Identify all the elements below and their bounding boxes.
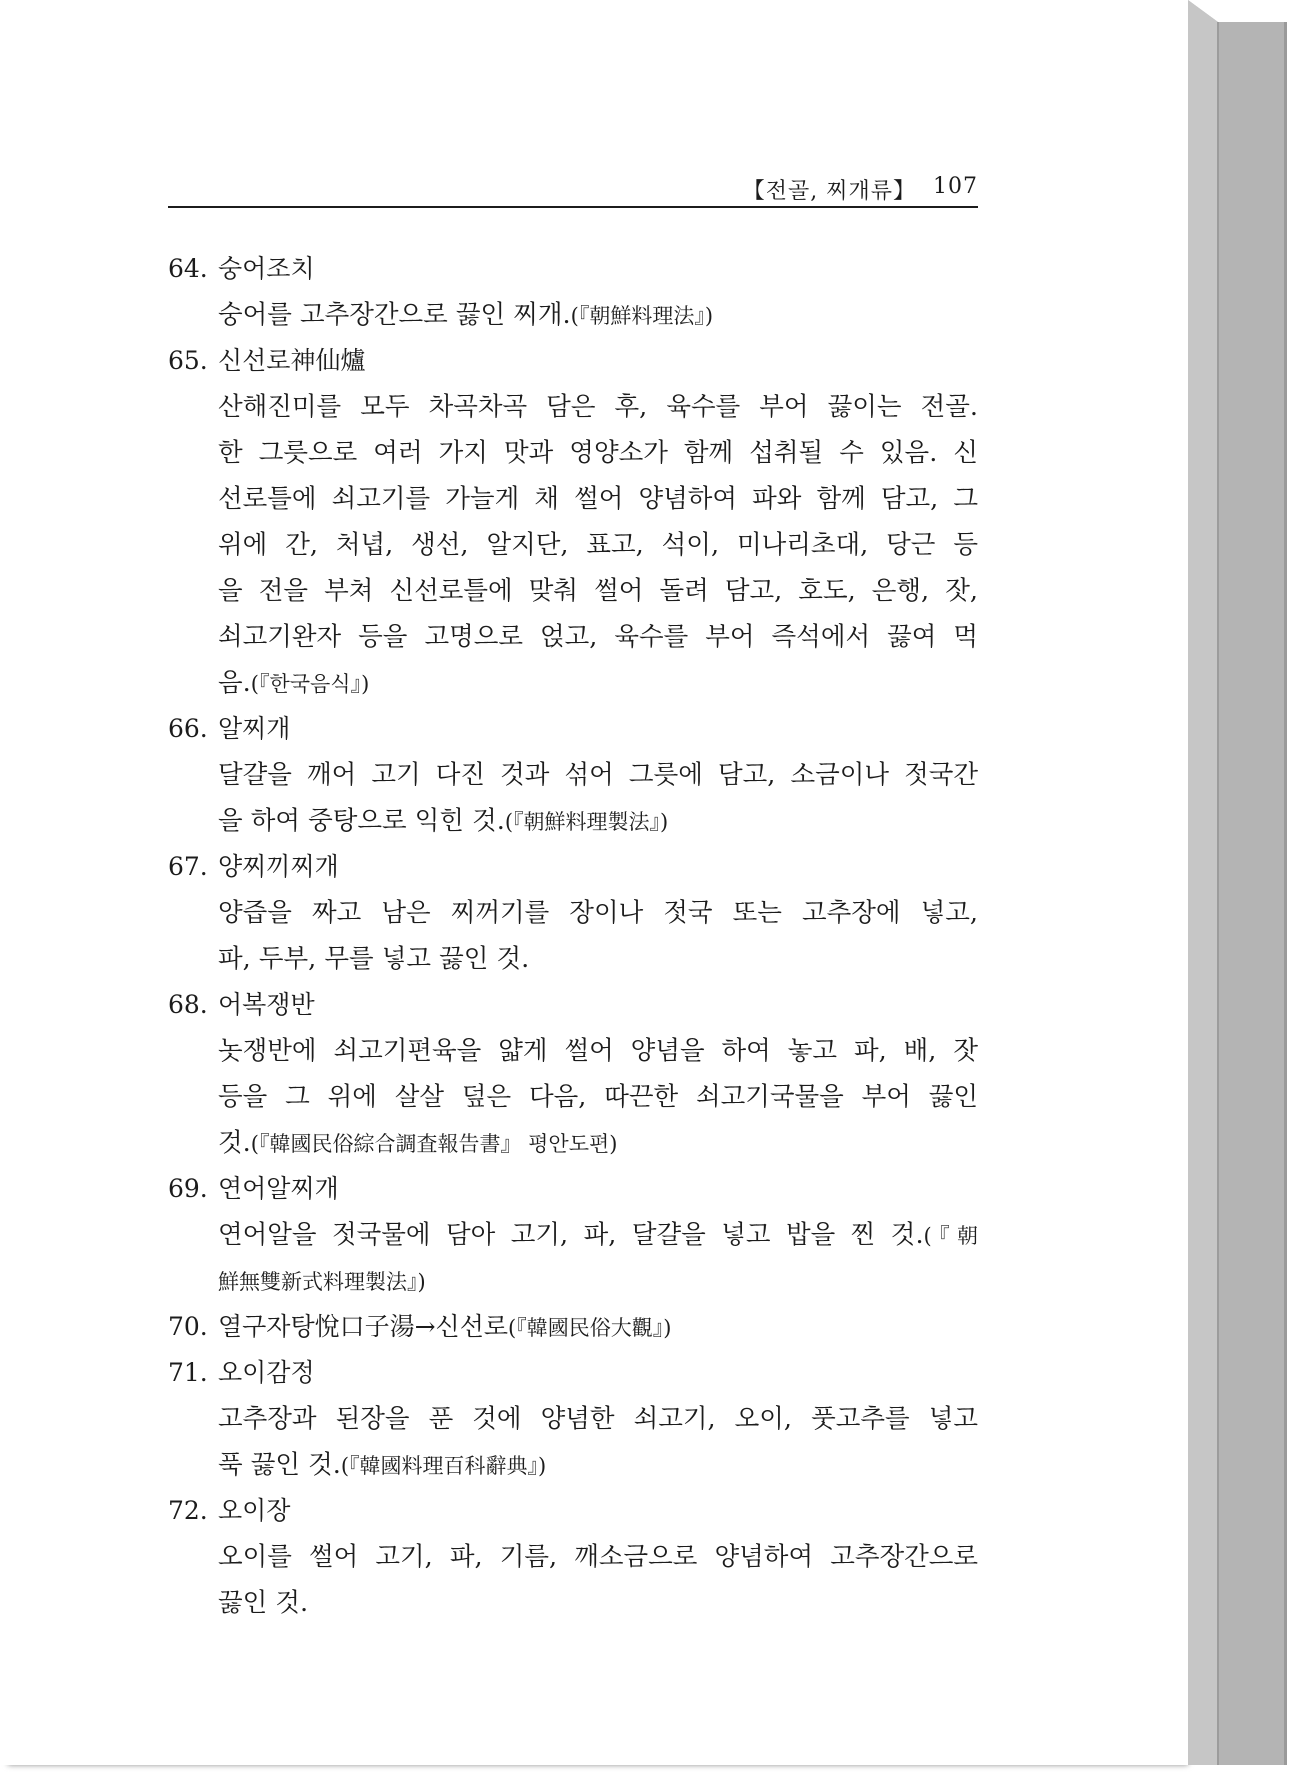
- entry-definition-line: [168, 568, 978, 614]
- definition-text: 연어알을 젓국물에 담아 고기, 파, 달걀을 넣고 밥을 찐 것.: [218, 1220, 924, 1250]
- glossary-entry: [168, 706, 978, 844]
- definition-text: 을 전을 부쳐 신선로틀에 맞춰 썰어 돌려 담고, 호도, 은행, 잣,: [218, 576, 978, 606]
- definition-text: 고추장과 된장을 푼 것에 양념한 쇠고기, 오이, 풋고추를 넣고: [218, 1404, 978, 1434]
- definition-text: 오이를 썰어 고기, 파, 기름, 깨소금으로 양념하여 고추장간으로: [218, 1542, 978, 1572]
- entry-definition-line: [168, 936, 978, 982]
- entry-number: 69.: [168, 1174, 208, 1203]
- entry-title: 숭어조치: [218, 254, 315, 283]
- definition-text: 양즙을 짜고 남은 찌꺼기를 장이나 젓국 또는 고추장에 넣고,: [218, 898, 978, 928]
- glossary-entry: [168, 844, 978, 982]
- glossary-entry: [168, 246, 978, 338]
- entry-heading: [168, 1166, 978, 1212]
- entry-title: 연어알찌개: [218, 1174, 339, 1203]
- entry-heading: [168, 706, 978, 752]
- source-citation: (『朝: [923, 1224, 978, 1248]
- definition-text: 한 그릇으로 여러 가지 맛과 영양소가 함께 섭취될 수 있음. 신: [218, 438, 978, 468]
- entry-heading: [168, 1304, 978, 1350]
- entry-definition-line: [168, 1442, 978, 1488]
- source-citation: (『朝鮮料理製法』): [504, 810, 669, 834]
- entry-definition-line: [168, 798, 978, 844]
- glossary-entry: [168, 1166, 978, 1304]
- entry-title: 신선로神仙爐: [218, 346, 366, 375]
- entry-definition-line: [168, 430, 978, 476]
- entry-title: 양찌끼찌개: [218, 852, 339, 881]
- entry-definition-line: [168, 522, 978, 568]
- entry-number: 64.: [168, 254, 208, 283]
- book-edge: [1188, 0, 1287, 1765]
- glossary-entry: [168, 1350, 978, 1488]
- page-header: [168, 168, 978, 208]
- entry-definition-line: [168, 1212, 978, 1258]
- entry-heading: [168, 844, 978, 890]
- glossary-entry: [168, 1304, 978, 1350]
- entry-heading: [168, 982, 978, 1028]
- entry-definition-line: [168, 890, 978, 936]
- entry-title: 오이장: [218, 1496, 291, 1525]
- definition-text: 파, 두부, 무를 넣고 끓인 것.: [218, 944, 530, 974]
- entry-heading: [168, 338, 978, 384]
- entry-title: 오이감정: [218, 1358, 315, 1387]
- source-citation: (『한국음식』): [250, 672, 370, 696]
- definition-text: 놋쟁반에 쇠고기편육을 얇게 썰어 양념을 하여 놓고 파, 배, 잣: [218, 1036, 978, 1066]
- entry-definition-line: [168, 752, 978, 798]
- book-edge-graphic: [1188, 0, 1287, 1765]
- entry-heading: [168, 246, 978, 292]
- entry-definition-line: [168, 1028, 978, 1074]
- glossary-entries: [168, 246, 978, 1626]
- entry-number: 66.: [168, 714, 208, 743]
- entry-definition-line: [168, 1534, 978, 1580]
- definition-text: 것.: [218, 1128, 251, 1158]
- definition-text: 을 하여 중탕으로 익힌 것.: [218, 806, 505, 836]
- source-citation: 鮮無雙新式料理製法』): [218, 1270, 426, 1294]
- definition-text: 선로틀에 쇠고기를 가늘게 채 썰어 양념하여 파와 함께 담고, 그: [218, 484, 978, 514]
- entry-number: 65.: [168, 346, 208, 375]
- header-rule: [168, 206, 978, 208]
- entry-heading: [168, 1350, 978, 1396]
- glossary-entry: [168, 338, 978, 706]
- entry-heading: [168, 1488, 978, 1534]
- entry-title: 알찌개: [218, 714, 291, 743]
- glossary-entry: [168, 982, 978, 1166]
- entry-number: 71.: [168, 1358, 208, 1387]
- definition-text: 푹 끓인 것.: [218, 1450, 341, 1480]
- entry-definition-line: [168, 614, 978, 660]
- definition-text: 달걀을 깨어 고기 다진 것과 섞어 그릇에 담고, 소금이나 젓국간: [218, 760, 978, 790]
- source-citation: (『朝鮮料理法』): [570, 304, 714, 328]
- entry-definition-line: [168, 1120, 978, 1166]
- definition-text: 등을 그 위에 살살 덮은 다음, 따끈한 쇠고기국물을 부어 끓인: [218, 1082, 978, 1112]
- definition-text: 음.: [218, 668, 251, 698]
- source-citation: (『韓國料理百科辭典』): [340, 1454, 547, 1478]
- entry-source-citation: (『韓國民俗大觀』): [508, 1316, 672, 1340]
- entry-definition-line: [168, 292, 978, 338]
- entry-definition-line: [168, 1074, 978, 1120]
- entry-number: 72.: [168, 1496, 208, 1525]
- entry-definition-line: [168, 1396, 978, 1442]
- entry-number: 67.: [168, 852, 208, 881]
- entry-title: 열구자탕悅口子湯→신선로: [218, 1312, 508, 1341]
- entry-definition-line: [168, 384, 978, 430]
- definition-text: 쇠고기완자 등을 고명으로 얹고, 육수를 부어 즉석에서 끓여 먹: [218, 622, 978, 652]
- glossary-entry: [168, 1488, 978, 1626]
- entry-number: 68.: [168, 990, 208, 1019]
- page-number: 107: [933, 174, 978, 199]
- entry-number: 70.: [168, 1312, 208, 1341]
- running-head: 【전골, 찌개류】: [742, 179, 916, 204]
- entry-definition-line: [168, 1258, 978, 1304]
- entry-definition-line: [168, 1580, 978, 1626]
- entry-definition-line: [168, 660, 978, 706]
- source-citation: (『韓國民俗綜合調査報告書』 평안도편): [250, 1132, 618, 1156]
- definition-text: 위에 간, 처녑, 생선, 알지단, 표고, 석이, 미나리초대, 당근 등: [218, 530, 978, 560]
- definition-text: 끓인 것.: [218, 1588, 309, 1618]
- definition-text: 산해진미를 모두 차곡차곡 담은 후, 육수를 부어 끓이는 전골.: [218, 392, 978, 422]
- entry-title: 어복쟁반: [218, 990, 315, 1019]
- definition-text: 숭어를 고추장간으로 끓인 찌개.: [218, 300, 571, 330]
- entry-definition-line: [168, 476, 978, 522]
